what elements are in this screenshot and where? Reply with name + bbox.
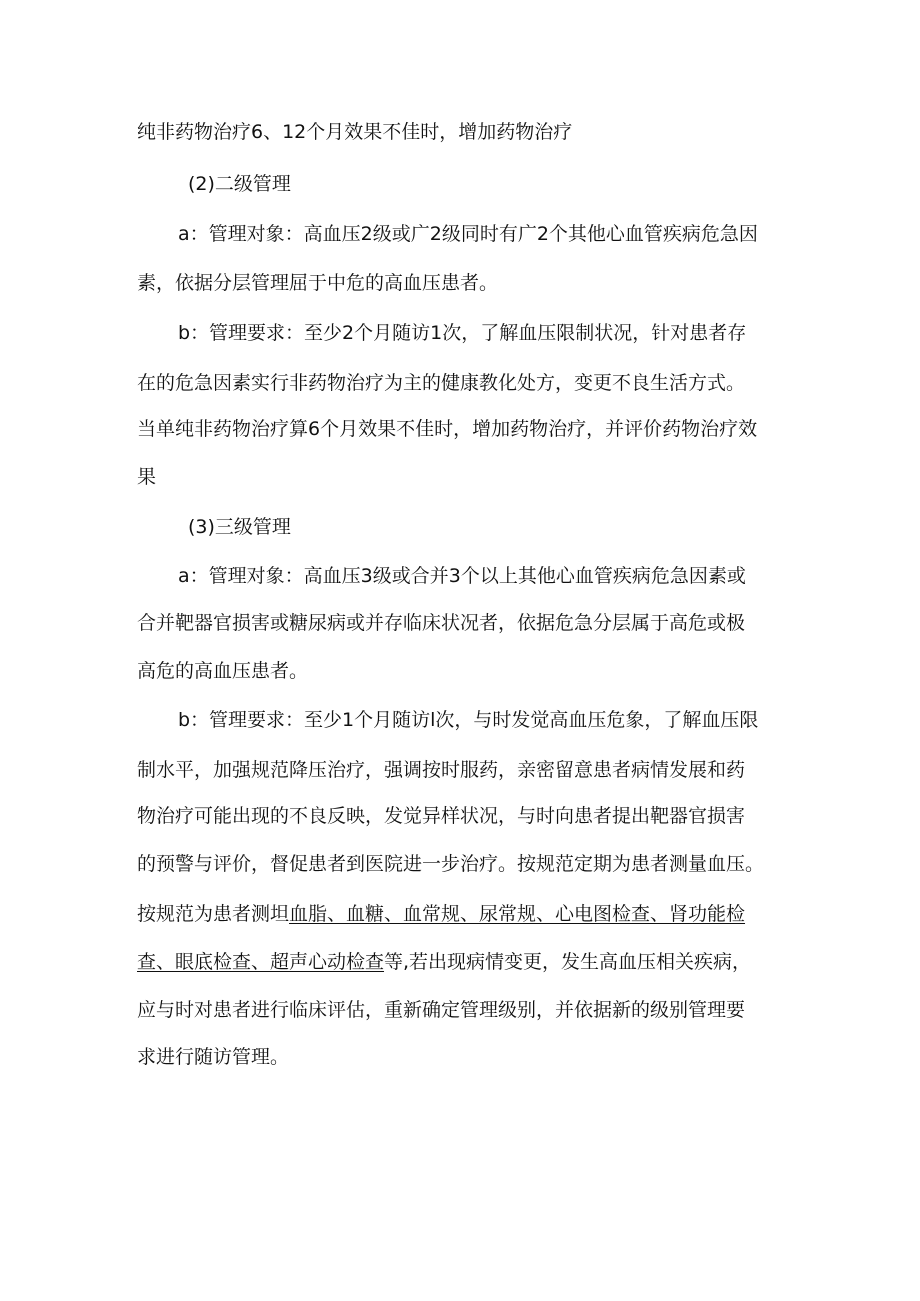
text-line: 高危的高血压患者。 (137, 660, 309, 682)
text-line: 制水平，加强规范降压治疗，强调按时服药，亲密留意患者病情发展和药 (137, 759, 746, 781)
text-line: 素，依据分层管理屈于中危的高血压患者。 (137, 272, 499, 294)
text-line: 果 (137, 466, 157, 488)
text-line: a：管理对象：高血压3级或合并3个以上其他心血管疾病危急因素或 (178, 565, 746, 587)
text-line: b：管理要求：至少2个月随访1次，了解血压限制状况，针对患者存 (178, 322, 747, 344)
exam-prefix: 按规范为患者测坦 (137, 903, 290, 925)
text-line: 物治疗可能出现的不良反映，发觉异样状况，与时向患者提出靶器官损害 (137, 805, 746, 827)
text-line: 在的危急因素实行非药物治疗为主的健康教化处方，变更不良生活方式。 (137, 372, 746, 394)
section-heading-level-2: (2)二级管理 (188, 173, 291, 195)
text-line: a：管理对象：高血压2级或广2级同时有广2个其他心血管疾病危急因 (178, 223, 758, 245)
text-line: 合并靶器官损害或糖尿病或并存临床状况者，依据危急分层属于高危或极 (137, 612, 746, 634)
exam-suffix: 等,若出现病情变更，发生高血压相关疾病， (384, 951, 752, 973)
exam-line (137, 950, 751, 974)
section-heading-level-3: (3)三级管理 (188, 516, 291, 538)
text-line: 纯非药物治疗6、12个月效果不佳时，增加药物治疗 (137, 121, 573, 143)
exam-line (137, 902, 745, 926)
text-line: 当单纯非药物治疗算6个月效果不佳时，增加药物治疗，并评价药物治疗效 (137, 418, 758, 440)
text-line: b：管理要求：至少1个月随访l次，与时发觉高血压危象，了解血压限 (178, 709, 759, 731)
exam-list-underlined: 查、眼底检查、超声心动检查 (137, 951, 385, 973)
text-line: 求进行随访管理。 (137, 1046, 290, 1068)
text-line: 应与时对患者进行临床评估，重新确定管理级别，并依据新的级别管理要 (137, 999, 746, 1021)
text-line: 的预警与评价，督促患者到医院进一步治疗。按规范定期为患者测量血压。 (137, 853, 765, 875)
exam-list-underlined: 血脂、血糖、血常规、尿常规、心电图检查、肾功能检 (289, 903, 746, 925)
